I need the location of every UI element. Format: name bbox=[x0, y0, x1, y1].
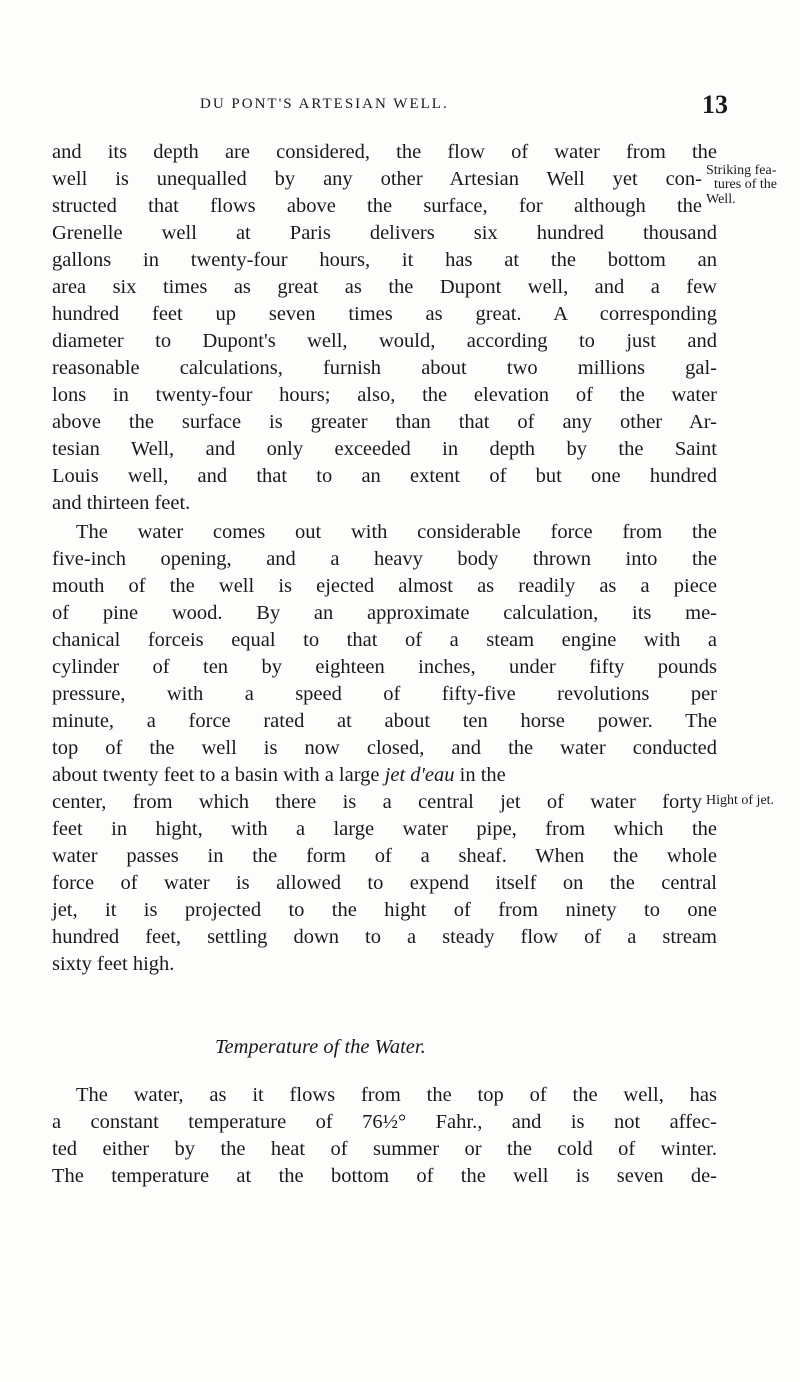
text-fragment: in the bbox=[454, 764, 506, 786]
text-line: jet, it is projected to the hight of from ninety to one bbox=[52, 899, 717, 921]
text-line: above the surface is greater than that of any other Ar- bbox=[52, 411, 717, 433]
text-line: a constant temperature of 76½° Fahr., and is not affec- bbox=[52, 1111, 717, 1133]
text-line: reasonable calculations, furnish about two millions gal- bbox=[52, 357, 717, 379]
margin-note: tures of the bbox=[714, 177, 777, 192]
text-line: feet in hight, with a large water pipe, from which the bbox=[52, 818, 717, 840]
text-line: The water comes out with considerable force from the bbox=[76, 521, 717, 543]
margin-note: Well. bbox=[706, 192, 736, 207]
section-heading: Temperature of the Water. bbox=[215, 1036, 426, 1058]
text-line: tesian Well, and only exceeded in depth by the Saint bbox=[52, 438, 717, 460]
text-line: and thirteen feet. bbox=[52, 492, 191, 514]
text-line: Grenelle well at Paris delivers six hundred thousand bbox=[52, 222, 717, 244]
text-line: center, from which there is a central jet of water forty bbox=[52, 791, 702, 813]
text-line: sixty feet high. bbox=[52, 953, 175, 975]
text-line: mouth of the well is ejected almost as readily as a piece bbox=[52, 575, 717, 597]
text-line: lons in twenty-four hours; also, the elevation of the water bbox=[52, 384, 717, 406]
text-line: gallons in twenty-four hours, it has at the bottom an bbox=[52, 249, 717, 271]
page-number: 13 bbox=[702, 90, 728, 119]
text-line: five-inch opening, and a heavy body thrown into the bbox=[52, 548, 717, 570]
text-line: hundred feet up seven times as great. A corresponding bbox=[52, 303, 717, 325]
text-line: The temperature at the bottom of the well is seven de- bbox=[52, 1165, 717, 1187]
running-head: DU PONT'S ARTESIAN WELL. bbox=[200, 96, 449, 112]
text-line: Louis well, and that to an extent of but one hundred bbox=[52, 465, 717, 487]
text-line: cylinder of ten by eighteen inches, under fifty pounds bbox=[52, 656, 717, 678]
text-line: and its depth are considered, the flow of water from the bbox=[52, 141, 717, 163]
text-line: hundred feet, settling down to a steady flow of a stream bbox=[52, 926, 717, 948]
text-line: well is unequalled by any other Artesian Well yet con- bbox=[52, 168, 702, 190]
text-line: pressure, with a speed of fifty-five revolutions per bbox=[52, 683, 717, 705]
text-line: structed that flows above the surface, for although the bbox=[52, 195, 702, 217]
text-line: ted either by the heat of summer or the cold of winter. bbox=[52, 1138, 717, 1160]
text-line: The water, as it flows from the top of the well, has bbox=[76, 1084, 717, 1106]
text-line: area six times as great as the Dupont well, and a few bbox=[52, 276, 717, 298]
text-line: chanical forceis equal to that of a steam engine with a bbox=[52, 629, 717, 651]
margin-note: Hight of jet. bbox=[706, 793, 775, 808]
text-fragment: about twenty feet to a basin with a large bbox=[52, 764, 380, 786]
text-line: top of the well is now closed, and the water conducted bbox=[52, 737, 717, 759]
text-line: minute, a force rated at about ten horse power. The bbox=[52, 710, 717, 732]
italic-term: jet d'eau bbox=[384, 764, 455, 786]
margin-note: Striking fea- bbox=[706, 163, 777, 178]
text-line: water passes in the form of a sheaf. When the whole bbox=[52, 845, 717, 867]
text-line bbox=[52, 762, 717, 789]
text-line: force of water is allowed to expend itself on the central bbox=[52, 872, 717, 894]
text-line: diameter to Dupont's well, would, according to just and bbox=[52, 330, 717, 352]
text-line: of pine wood. By an approximate calculation, its me- bbox=[52, 602, 717, 624]
